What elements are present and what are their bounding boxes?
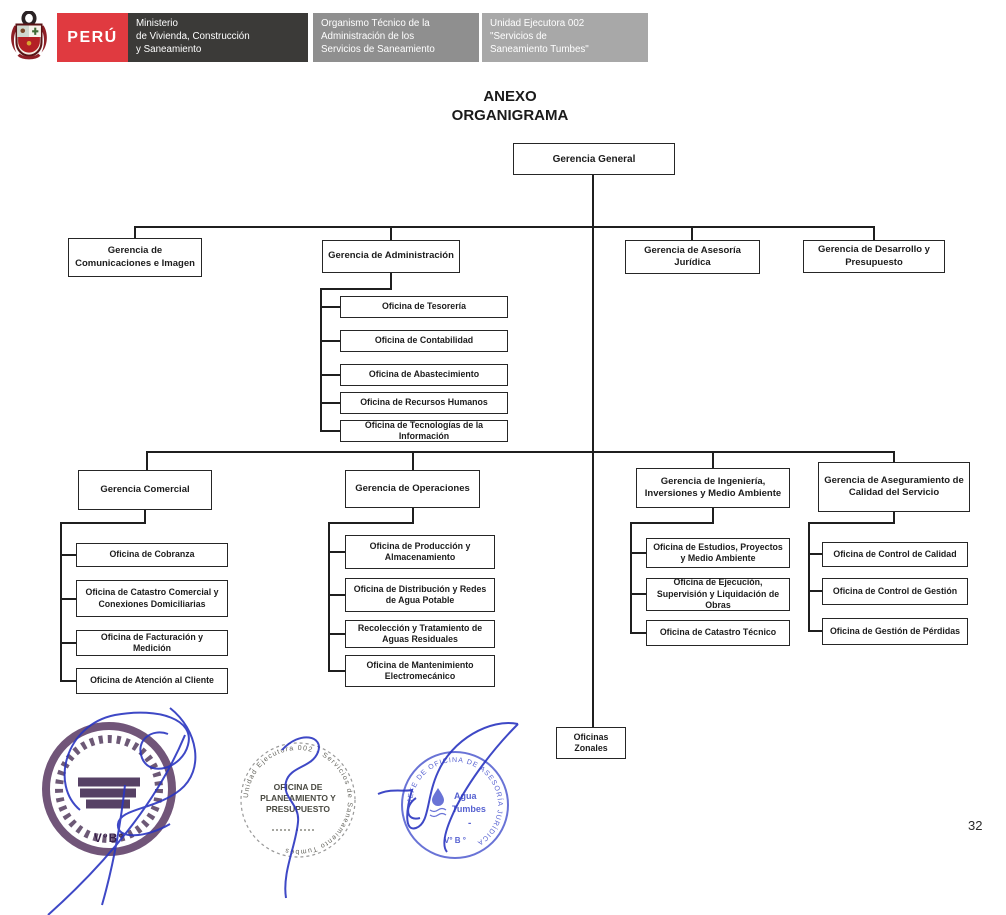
connector-line (390, 227, 392, 240)
title-line-anexo: ANEXO (483, 88, 537, 105)
connector-line (322, 306, 340, 308)
connector-line (893, 452, 895, 462)
connector-line (322, 374, 340, 376)
org-node-atencion-cliente: Oficina de Atención al Cliente (76, 668, 228, 694)
page-number: 32 (968, 818, 983, 833)
org-node-gerencia-ingenieria: Gerencia de Ingeniería, Inversiones y Medio Ambiente (636, 468, 790, 508)
round-seal-visto: V°B° (93, 831, 125, 845)
org-node-gerencia-general: Gerencia General (513, 143, 675, 175)
connector-line (62, 554, 76, 556)
org-node-catastro-tecnico: Oficina de Catastro Técnico (646, 620, 790, 646)
title-line-organigrama: ORGANIGRAMA (451, 106, 569, 124)
peru-brand-label: PERÚ (67, 28, 118, 46)
round-seal-stamp (46, 726, 172, 852)
org-node-recoleccion-tratamiento: Recolección y Tratamiento de Aguas Residuales (345, 620, 495, 648)
connector-line (712, 452, 714, 468)
svg-text:JEFE DE OFICINA DE ASESORÍA JU (407, 757, 505, 846)
org-node-desarrollo-presupuesto: Gerencia de Desarrollo y Presupuesto (803, 240, 945, 273)
asesoria-visto: V° B ° (444, 836, 466, 845)
ministry-line: y Saneamiento (136, 43, 202, 55)
unidad-line: "Servicios de (490, 31, 547, 43)
connector-line (62, 598, 76, 600)
connector-line (330, 633, 345, 635)
otass-line: Servicios de Saneamiento (321, 43, 435, 55)
org-node-administracion: Gerencia de Administración (322, 240, 460, 273)
unidad-ejecutora-block (482, 13, 648, 62)
ministry-line: Ministerio (136, 18, 178, 30)
connector-line (330, 670, 345, 672)
connector-line (630, 522, 714, 524)
ministry-block (128, 13, 308, 62)
connector-line (330, 551, 345, 553)
connector-line (330, 594, 345, 596)
planeamiento-stamp (241, 743, 355, 857)
water-waves-icon (430, 809, 446, 817)
connector-line (322, 430, 340, 432)
connector-line (808, 522, 810, 632)
org-node-distribucion-redes: Oficina de Distribución y Redes de Agua Potable (345, 578, 495, 612)
connector-line (632, 552, 646, 554)
connector-line (632, 593, 646, 595)
org-node-comunicaciones: Gerencia de Comunicaciones e Imagen (68, 238, 202, 277)
org-node-contabilidad: Oficina de Contabilidad (340, 330, 508, 352)
otass-line: Organismo Técnico de la (321, 18, 430, 30)
planeamiento-line: PLANEAMIENTO Y (260, 793, 336, 803)
connector-line (412, 452, 414, 470)
connector-line (320, 288, 392, 290)
asesoria-center-2: Tumbes (452, 804, 486, 814)
otass-block (313, 13, 479, 62)
org-node-estudios-proyectos: Oficina de Estudios, Proyectos y Medio Ambiente (646, 538, 790, 568)
org-node-gerencia-operaciones: Gerencia de Operaciones (345, 470, 480, 508)
stamps-and-signatures (20, 690, 560, 915)
org-node-tesoreria: Oficina de Tesorería (340, 296, 508, 318)
org-node-control-gestion: Oficina de Control de Gestión (822, 578, 968, 605)
org-node-gerencia-aseguramiento: Gerencia de Aseguramiento de Calidad del Servicio (818, 462, 970, 512)
peru-coat-of-arms-icon (8, 11, 50, 63)
org-node-asesoria-juridica: Gerencia de Asesoría Jurídica (625, 240, 760, 274)
org-node-catastro-comercial: Oficina de Catastro Comercial y Conexiones Domiciliarias (76, 580, 228, 617)
connector-line (810, 590, 822, 592)
connector-line (322, 402, 340, 404)
connector-line (808, 522, 895, 524)
asesoria-center-1: Agua (454, 791, 477, 801)
org-node-cobranza: Oficina de Cobranza (76, 543, 228, 567)
connector-line (691, 227, 693, 240)
org-node-ejecucion-supervision: Oficina de Ejecución, Supervisión y Liquidación de Obras (646, 578, 790, 611)
connector-line (810, 630, 822, 632)
asesoria-stamp (402, 752, 508, 858)
connector-line (146, 451, 895, 453)
water-droplet-icon (432, 788, 444, 806)
connector-line (320, 288, 322, 432)
org-node-facturacion-medicion: Oficina de Facturación y Medición (76, 630, 228, 656)
org-node-recursos-humanos: Oficina de Recursos Humanos (340, 392, 508, 414)
connector-line (328, 522, 414, 524)
ministry-line: de Vivienda, Construcción (136, 31, 250, 43)
planeamiento-ring-text: Unidad Ejecutora 002 - Servicios de Saneamiento Tumbes (242, 744, 354, 856)
org-node-mantenimiento-electromecanico: Oficina de Mantenimiento Electromecánico (345, 655, 495, 687)
asesoria-ring-text: JEFE DE OFICINA DE ASESORÍA JURÍDICA (407, 756, 504, 847)
connector-line (134, 226, 875, 228)
org-node-gerencia-comercial: Gerencia Comercial (78, 470, 212, 510)
org-node-abastecimiento: Oficina de Abastecimiento (340, 364, 508, 386)
page-title (385, 88, 635, 126)
org-node-control-calidad: Oficina de Control de Calidad (822, 542, 968, 567)
org-node-oficinas-zonales: Oficinas Zonales (556, 727, 626, 759)
peru-brand-block (57, 13, 128, 62)
connector-line (146, 452, 148, 470)
connector-line (62, 680, 76, 682)
connector-line (632, 632, 646, 634)
unidad-line: Saneamiento Tumbes" (490, 43, 589, 55)
unidad-line: Unidad Ejecutora 002 (490, 18, 585, 30)
connector-line (630, 522, 632, 634)
connector-line (328, 522, 330, 672)
otass-line: Administración de los (321, 31, 415, 43)
connector-line (873, 227, 875, 240)
connector-line (60, 522, 62, 682)
connector-line (810, 553, 822, 555)
connector-line (134, 227, 136, 238)
connector-line (62, 642, 76, 644)
asesoria-dash: - (468, 818, 472, 829)
org-node-gestion-perdidas: Oficina de Gestión de Pérdidas (822, 618, 968, 645)
planeamiento-line: PRESUPUESTO (265, 804, 331, 814)
planeamiento-line: OFICINA DE (273, 782, 323, 792)
org-node-produccion-almacenamiento: Oficina de Producción y Almacenamiento (345, 535, 495, 569)
connector-line (322, 340, 340, 342)
connector-line (60, 522, 146, 524)
org-node-tecnologias-informacion: Oficina de Tecnologías de la Información (340, 420, 508, 442)
